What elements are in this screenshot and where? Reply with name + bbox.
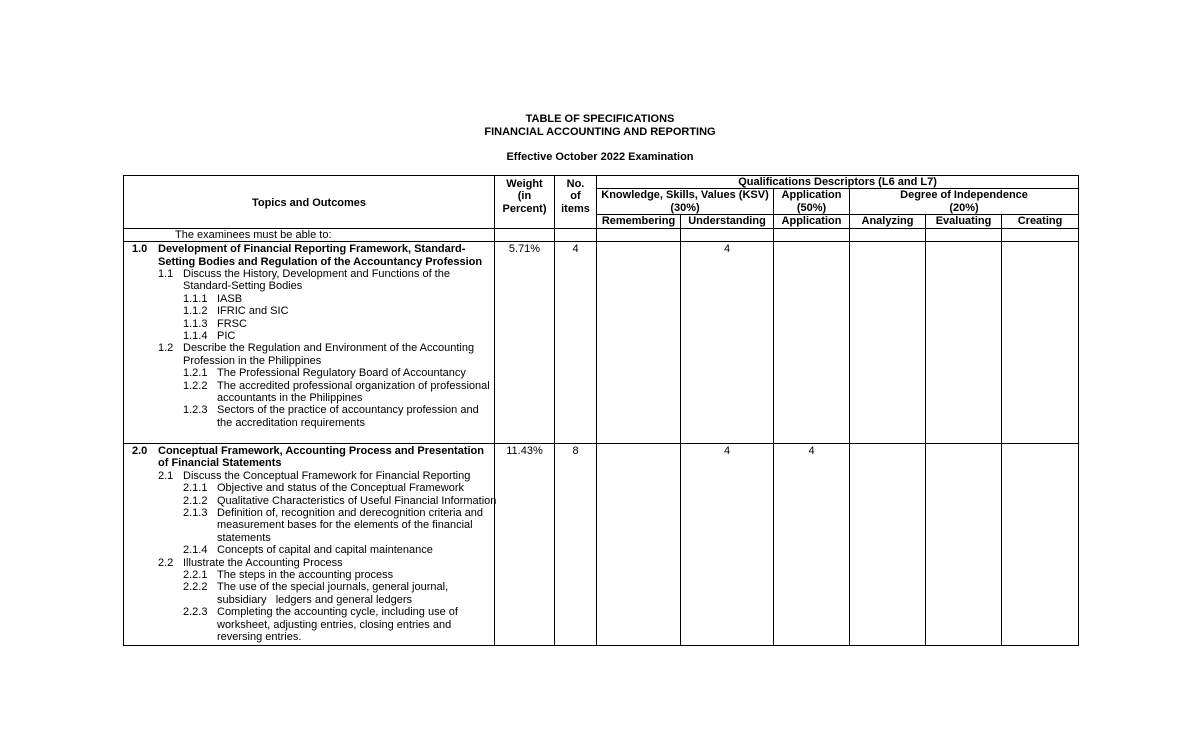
outline-line	[132, 445, 494, 457]
outline-number: 1.1	[158, 268, 174, 280]
outline-text: accountants in the Philippines	[217, 391, 363, 404]
header-understanding: Understanding	[681, 215, 774, 228]
outline-text: Discuss the History, Development and Functions of the	[183, 268, 450, 280]
outline-number: 1.1.1	[183, 292, 208, 305]
outline-text: Standard-Setting Bodies	[183, 280, 303, 293]
outline-line	[132, 243, 494, 255]
understanding-cell: 4	[681, 242, 774, 444]
outline-text: Definition of, recognition and derecognition criteria and	[217, 507, 483, 520]
outline-line	[132, 494, 497, 507]
topic-cell	[124, 444, 495, 646]
outline-text: reversing entries.	[217, 630, 302, 643]
outline-line	[132, 519, 494, 531]
outline-line	[132, 470, 494, 482]
outline-line	[132, 619, 494, 631]
outline-line	[132, 342, 494, 354]
outline-line	[132, 293, 494, 305]
outline-line	[132, 606, 494, 618]
header-evaluating: Evaluating	[926, 215, 1002, 228]
outline-number: 2.1.2	[183, 494, 208, 507]
outline-text: Conceptual Framework, Accounting Process and Presentation	[158, 445, 484, 458]
outline-number: 1.2	[158, 342, 174, 355]
header-independence: Degree of Independence (20%)	[850, 189, 1079, 215]
items-cell: 8	[555, 444, 597, 646]
header-application-group: Application (50%)	[774, 189, 850, 215]
outline-text: IASB	[217, 292, 243, 305]
outline-number: 1.2.1	[183, 367, 208, 380]
outline-text: Concepts of capital and capital maintenance	[217, 544, 433, 557]
outline-text: FRSC	[217, 317, 247, 330]
analyzing-cell	[850, 444, 926, 646]
outline-line	[132, 482, 494, 494]
outline-text: worksheet, adjusting entries, closing entries and	[217, 618, 452, 631]
outline-number: 1.0	[132, 243, 148, 256]
header-creating: Creating	[1002, 215, 1079, 228]
outline-text: Completing the accounting cycle, including use of	[217, 606, 458, 619]
outline-line	[132, 318, 494, 330]
outline-number: 1.2.3	[183, 404, 208, 417]
outline-line	[132, 507, 494, 519]
outline-number: 2.1.1	[183, 482, 208, 495]
outline-line	[132, 392, 494, 404]
outline-line	[132, 305, 494, 317]
outline-text: statements	[217, 531, 271, 544]
outline-text: The use of the special journals, general journal,	[217, 581, 449, 594]
outline-number: 1.1.4	[183, 329, 208, 342]
header-qualifications: Qualifications Descriptors (L6 and L7)	[597, 176, 1079, 189]
remembering-cell	[597, 444, 681, 646]
outline-line	[132, 557, 494, 569]
outline-number: 1.1.3	[183, 317, 208, 330]
outline-line	[132, 280, 494, 292]
specifications-table	[123, 175, 1079, 646]
header-analyzing: Analyzing	[850, 215, 926, 228]
outline-text: the accreditation requirements	[217, 416, 365, 429]
outline-line	[132, 457, 494, 469]
outline-text: Development of Financial Reporting Framework, Standard-	[158, 243, 466, 256]
evaluating-cell	[926, 444, 1002, 646]
outline-number: 1.2.2	[183, 379, 208, 392]
outline-line	[132, 256, 494, 268]
application-cell: 4	[774, 444, 850, 646]
outline-line	[132, 355, 494, 367]
document-subtitle: FINANCIAL ACCOUNTING AND REPORTING	[484, 126, 716, 138]
outline-text: Discuss the Conceptual Framework for Financial Reporting	[183, 469, 471, 482]
outline-line	[132, 380, 494, 392]
table-row	[124, 242, 1079, 444]
header-remembering: Remembering	[597, 215, 681, 228]
outline-line	[132, 581, 494, 593]
outline-line	[132, 594, 494, 606]
outline-number: 1.1.2	[183, 305, 208, 318]
outline-text: Objective and status of the Conceptual Framework	[217, 482, 465, 495]
outline-line	[132, 532, 494, 544]
outline-text: Profession in the Philippines	[183, 354, 322, 367]
weight-cell: 11.43%	[495, 444, 555, 646]
outline-text: Illustrate the Accounting Process	[183, 556, 343, 569]
outline-line	[132, 404, 494, 416]
weight-cell: 5.71%	[495, 242, 555, 444]
outline-number: 2.1.4	[183, 544, 208, 557]
outline-number: 2.2.1	[183, 568, 208, 581]
outline-number: 2.2.3	[183, 606, 208, 619]
effective-date: Effective October 2022 Examination	[506, 151, 694, 163]
outline-line	[132, 631, 494, 643]
application-cell	[774, 242, 850, 444]
outline-text: The Professional Regulatory Board of Accountancy	[217, 367, 466, 380]
creating-cell	[1002, 444, 1079, 646]
document-title: TABLE OF SPECIFICATIONS	[525, 113, 675, 125]
outline-text: Sectors of the practice of accountancy profession and	[217, 404, 479, 417]
outline-line	[132, 268, 494, 280]
outline-line	[132, 544, 494, 556]
outline-text: of Financial Statements	[158, 457, 282, 470]
outline-number: 2.2.2	[183, 581, 208, 594]
outline-text: Setting Bodies and Regulation of the Accountancy Profession	[158, 255, 483, 268]
header-items: No. of items	[555, 176, 597, 229]
outline-number: 2.0	[132, 445, 148, 458]
table-row	[124, 444, 1079, 646]
header-application: Application	[774, 215, 850, 228]
understanding-cell: 4	[681, 444, 774, 646]
outline-line	[132, 417, 494, 429]
outline-text: PIC	[217, 329, 236, 342]
outline-line	[132, 367, 494, 379]
outline-text: The accredited professional organization of professional	[217, 379, 490, 392]
outline-text: The steps in the accounting process	[217, 568, 394, 581]
outline-text: Describe the Regulation and Environment of the Accounting	[183, 342, 475, 355]
examinees-instruction: The examinees must be able to:	[124, 228, 495, 241]
header-weight: Weight (in Percent)	[495, 176, 555, 229]
remembering-cell	[597, 242, 681, 444]
header-topics: Topics and Outcomes	[124, 176, 495, 229]
header-ksv: Knowledge, Skills, Values (KSV) (30%)	[597, 189, 774, 215]
outline-number: 2.2	[158, 556, 174, 569]
outline-text: Qualitative Characteristics of Useful Financial Information	[217, 494, 497, 507]
topic-cell	[124, 242, 495, 444]
outline-text: measurement bases for the elements of the financial	[217, 519, 473, 532]
outline-text: subsidiary ledgers and general ledgers	[217, 593, 413, 606]
items-cell: 4	[555, 242, 597, 444]
outline-number: 2.1.3	[183, 507, 208, 520]
outline-line	[132, 569, 494, 581]
evaluating-cell	[926, 242, 1002, 444]
outline-number: 2.1	[158, 469, 174, 482]
outline-text: IFRIC and SIC	[217, 305, 289, 318]
outline-line	[132, 330, 494, 342]
creating-cell	[1002, 242, 1079, 444]
analyzing-cell	[850, 242, 926, 444]
